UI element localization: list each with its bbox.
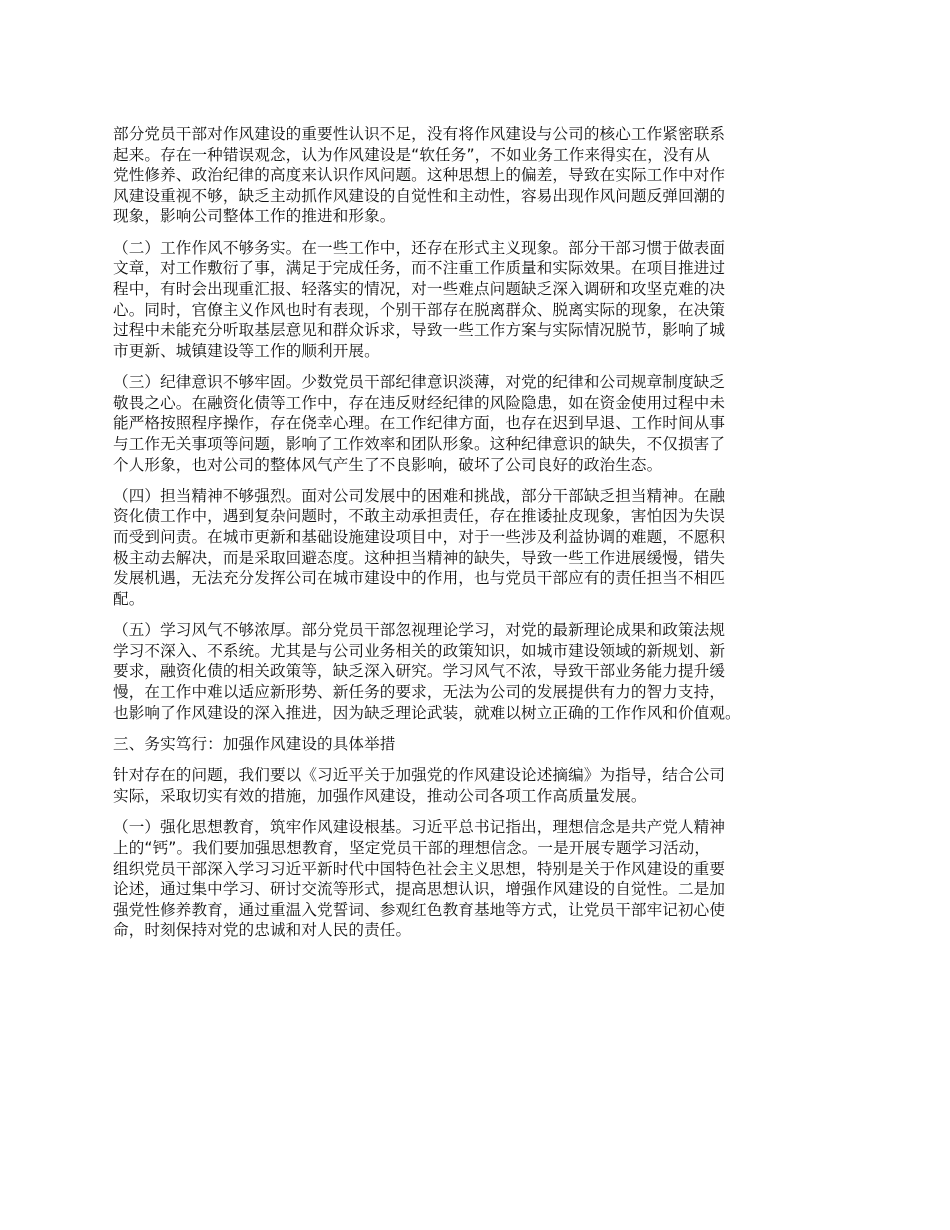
text-line: 党性修养、政治纪律的高度来认识作风问题。这种思想上的偏差，导致在实际工作中对作 — [113, 166, 726, 185]
text-line: （一）强化思想教育，筑牢作风建设根基。习近平总书记指出，理想信念是共产党人精神 — [113, 818, 726, 837]
text-line: （四）担当精神不够强烈。面对公司发展中的困难和挑战，部分干部缺乏担当精神。在融 — [113, 486, 726, 505]
text-line: 实际，采取切实有效的措施，加强作风建设，推动公司各项工作高质量发展。 — [113, 787, 647, 805]
text-line: 命，时刻保持对党的忠诚和对人民的责任。 — [113, 921, 412, 940]
text-line: 针对存在的问题，我们要以《习近平关于加强党的作风建设论述摘编》为指导，结合公司 — [113, 766, 726, 785]
paragraph — [113, 124, 851, 227]
paragraph — [113, 238, 851, 362]
paragraph — [113, 372, 851, 475]
text-line: 慢，在工作中难以适应新形势、新任务的要求，无法为公司的发展提供有力的智力支持， — [113, 683, 726, 702]
text-line: 程中，有时会出现重汇报、轻落实的情况，对一些难点问题缺乏深入调研和攻坚克难的决 — [113, 279, 726, 298]
paragraph — [113, 620, 851, 723]
text-line: 现象，影响公司整体工作的推进和形象。 — [113, 207, 396, 226]
text-line: （五）学习风气不够浓厚。部分党员干部忽视理论学习，对党的最新理论成果和政策法规 — [113, 621, 726, 640]
text-line: 学习不深入、不系统。尤其是与公司业务相关的政策知识，如城市建设领域的新规划、新 — [113, 641, 726, 660]
text-line: 过程中未能充分听取基层意见和群众诉求，导致一些工作方案与实际情况脱节，影响了城 — [113, 321, 726, 340]
text-line: 强党性修养教育，通过重温入党誓词、参观红色教育基地等方式，让党员干部牢记初心使 — [113, 900, 726, 919]
text-line: 论述，通过集中学习、研讨交流等形式，提高思想认识，增强作风建设的自觉性。二是加 — [113, 880, 726, 899]
section-heading — [113, 734, 851, 755]
text-line: 发展机遇，无法充分发挥公司在城市建设中的作用，也与党员干部应有的责任担当不相匹 — [113, 569, 726, 588]
paragraph — [113, 817, 851, 941]
text-line: 三、务实笃行：加强作风建设的具体举措 — [113, 735, 396, 754]
text-line: 部分党员干部对作风建设的重要性认识不足，没有将作风建设与公司的核心工作紧密联系 — [113, 125, 726, 143]
paragraph — [113, 486, 851, 610]
text-line: 个人形象，也对公司的整体风气产生了不良影响，破坏了公司良好的政治生态。 — [113, 455, 663, 474]
text-line: 极主动去解决，而是采取回避态度。这种担当精神的缺失，导致一些工作进展缓慢，错失 — [113, 548, 726, 567]
text-line: 文章，对工作敷衍了事，满足于完成任务，而不注重工作质量和实际效果。在项目推进过 — [113, 259, 726, 278]
document-body — [113, 124, 851, 952]
text-line: 与工作无关事项等问题，影响了工作效率和团队形象。这种纪律意识的缺失，不仅损害了 — [113, 434, 726, 453]
text-line: （二）工作作风不够务实。在一些工作中，还存在形式主义现象。部分干部习惯于做表面 — [113, 238, 726, 257]
text-line: 能严格按照程序操作，存在侥幸心理。在工作纪律方面，也存在迟到早退、工作时间从事 — [113, 414, 726, 433]
text-line: 资化债工作中，遇到复杂问题时，不敢主动承担责任，存在推诿扯皮现象，害怕因为失误 — [113, 507, 726, 526]
text-line: 而受到问责。在城市更新和基础设施建设项目中，对于一些涉及利益协调的难题，不愿积 — [113, 528, 726, 547]
text-line: 起来。存在一种错误观念，认为作风建设是“软任务”，不如业务工作来得实在，没有从 — [113, 145, 711, 164]
text-line: （三）纪律意识不够牢固。少数党员干部纪律意识淡薄，对党的纪律和公司规章制度缺乏 — [113, 373, 726, 392]
text-line: 组织党员干部深入学习习近平新时代中国特色社会主义思想，特别是关于作风建设的重要 — [113, 859, 726, 878]
text-line: 上的“钙”。我们要加强思想教育，坚定党员干部的理想信念。一是开展专题学习活动， — [113, 838, 711, 857]
text-line: 心。同时，官僚主义作风也时有表现，个别干部存在脱离群众、脱离实际的现象，在决策 — [113, 300, 726, 319]
text-line: 敬畏之心。在融资化债等工作中，存在违反财经纪律的风险隐患，如在资金使用过程中未 — [113, 393, 726, 412]
text-line: 配。 — [113, 589, 145, 608]
paragraph — [113, 765, 851, 806]
text-line: 市更新、城镇建设等工作的顺利开展。 — [113, 341, 380, 360]
text-line: 要求，融资化债的相关政策等，缺乏深入研究。学习风气不浓，导致干部业务能力提升缓 — [113, 662, 726, 681]
text-line: 风建设重视不够，缺乏主动抓作风建设的自觉性和主动性，容易出现作风问题反弹回潮的 — [113, 186, 726, 205]
text-line: 也影响了作风建设的深入推进，因为缺乏理论武装，就难以树立正确的工作作风和价值观。 — [113, 703, 741, 722]
